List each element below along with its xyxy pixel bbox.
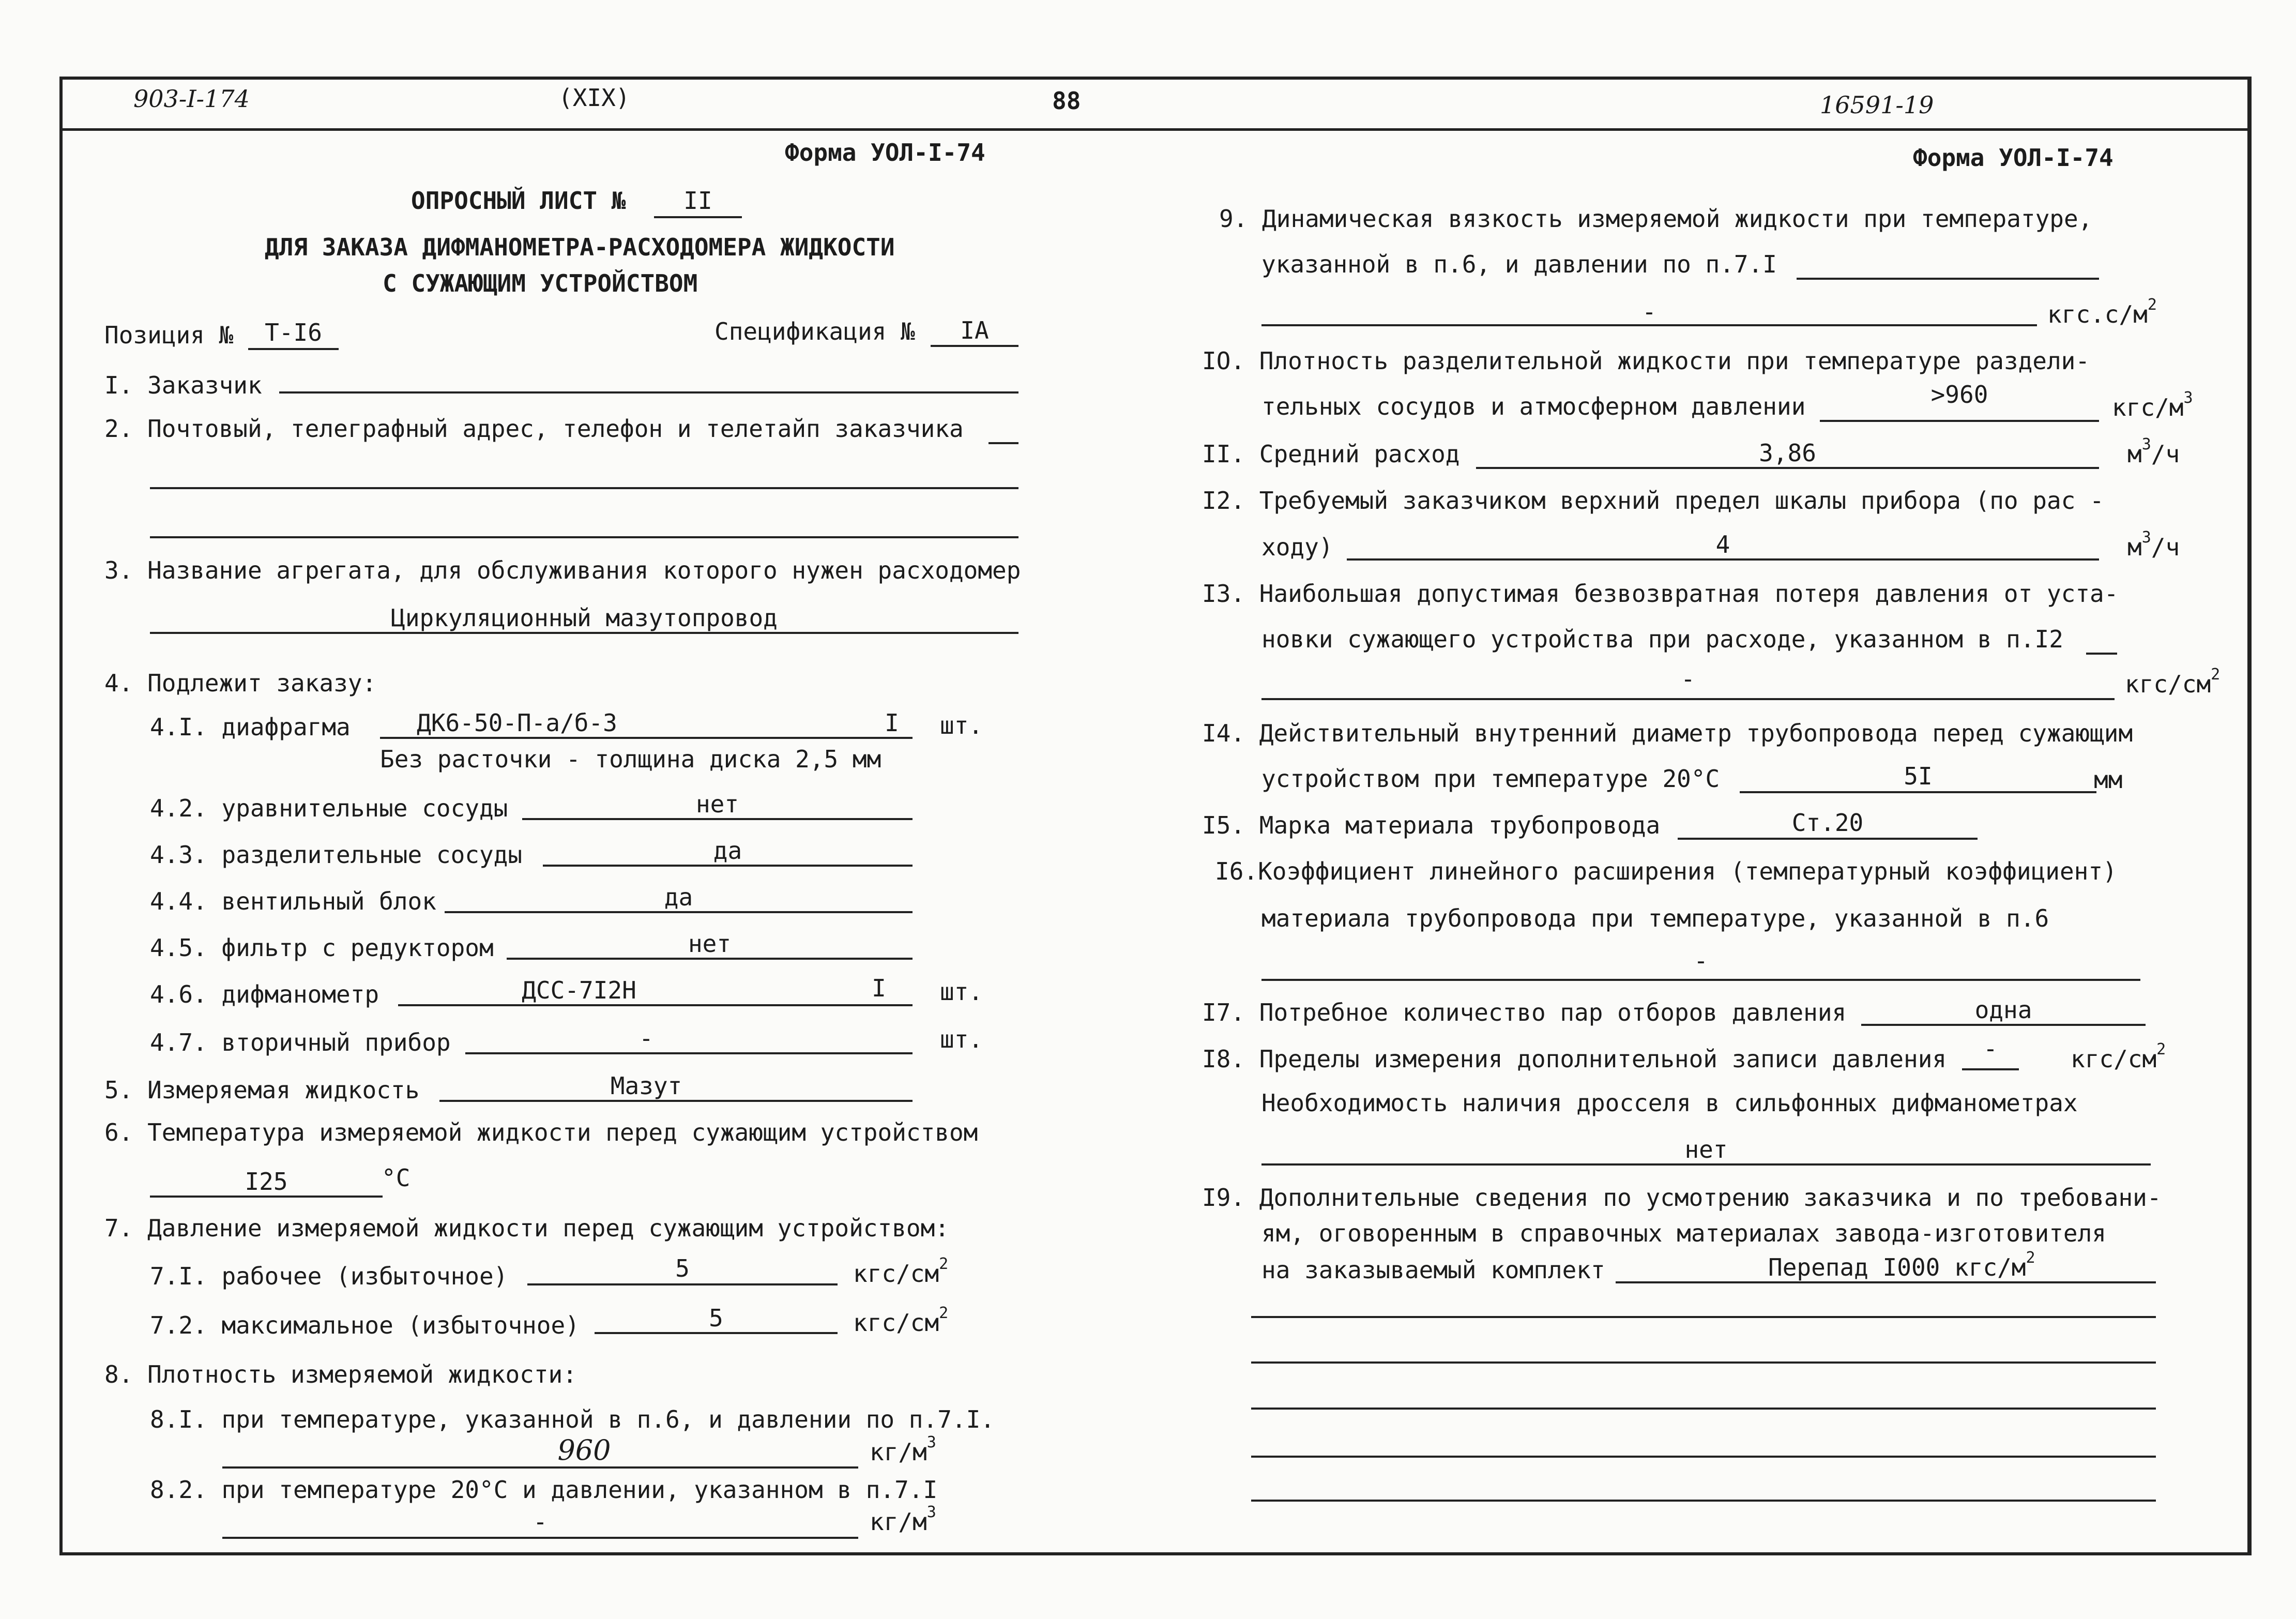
item-7-1-label: 7.I. рабочее (избыточное) bbox=[150, 1262, 508, 1290]
underline bbox=[1678, 838, 1978, 840]
underline bbox=[931, 345, 1018, 347]
underline bbox=[1740, 791, 2096, 793]
item-18-unit: кгс/$см^2$ bbox=[2071, 1040, 2166, 1073]
item-8-2-unit: $кг/м^3$ bbox=[870, 1503, 936, 1536]
underline bbox=[1616, 1281, 2156, 1283]
item-8-2-value: - bbox=[533, 1508, 548, 1536]
item-9-line-2: указанной в п.6, и давлении по п.7.I bbox=[1261, 250, 1777, 278]
item-19-line-2: ям, оговоренным в справочных материалах завода-изготовителя bbox=[1261, 1219, 2106, 1247]
item-4-3-label: 4.3. разделительные сосуды bbox=[150, 841, 523, 869]
item-19-line-1: I9. Дополнительные сведения по усмотрению заказчика и по требовани- bbox=[1202, 1184, 2162, 1212]
position-label: Позиция № bbox=[104, 321, 234, 349]
item-9-value: - bbox=[1642, 298, 1656, 326]
item-4-label: 4. Подлежит заказу: bbox=[104, 669, 377, 697]
item-4-4-value: да bbox=[664, 883, 693, 911]
item-6-unit: °С bbox=[382, 1164, 410, 1192]
item-12-line-1: I2. Требуемый заказчиком верхний предел шкалы прибора (по рас - bbox=[1202, 487, 2104, 515]
item-6-label: 6. Температура измеряемой жидкости перед сужающим устройством bbox=[104, 1118, 978, 1146]
underline bbox=[1261, 1163, 2151, 1166]
underline bbox=[150, 1196, 383, 1198]
item-7-2-value: 5 bbox=[709, 1304, 723, 1332]
item-14-line-2: устройством при температуре 20°С bbox=[1261, 765, 1720, 793]
item-14-unit: мм bbox=[2094, 766, 2123, 794]
underline bbox=[1962, 1068, 2019, 1070]
underline bbox=[279, 391, 1018, 394]
item-8-1-value: 960 bbox=[557, 1434, 611, 1466]
item-12-unit: $м^3/ч$ bbox=[2127, 528, 2180, 561]
unit-pcs: шт. bbox=[940, 712, 983, 739]
title-prefix: ОПРОСНЫЙ ЛИСТ № bbox=[411, 187, 626, 215]
item-16-line-1: I6.Коэффициент линейного расширения (температурный коэффициент) bbox=[1215, 857, 2117, 885]
item-7-1-value: 5 bbox=[675, 1254, 690, 1282]
item-4-2-label: 4.2. уравнительные сосуды bbox=[150, 794, 508, 822]
item-3-value: Циркуляционный мазутопровод bbox=[391, 604, 778, 632]
item-4-3-value: да bbox=[713, 837, 742, 865]
item-10-line-1: IO. Плотность разделительной жидкости при температуре раздели- bbox=[1202, 347, 2090, 375]
underline bbox=[1261, 979, 2140, 981]
position-value: Т-I6 bbox=[265, 319, 322, 346]
underline bbox=[1797, 278, 2099, 280]
underline bbox=[522, 818, 913, 820]
spec-label: Спецификация № bbox=[714, 317, 915, 345]
item-7-2-unit: кгс/$см^2$ bbox=[853, 1304, 949, 1337]
underline bbox=[398, 1004, 913, 1006]
underline bbox=[248, 348, 339, 350]
item-2-label: 2. Почтовый, телеграфный адрес, телефон и телетайп заказчика bbox=[104, 415, 964, 443]
item-7-1-unit: кгс/$см^2$ bbox=[853, 1255, 949, 1288]
item-17-value: одна bbox=[1974, 996, 2032, 1024]
item-4-6-value: ДСС-7I2Н bbox=[522, 976, 636, 1004]
blank-line bbox=[1251, 1316, 2156, 1318]
underline bbox=[2086, 653, 2117, 655]
item-10-unit: кгс/$м^3$ bbox=[2112, 389, 2193, 421]
sheet-code: 16591-19 bbox=[1820, 91, 1934, 119]
item-4-6-label: 4.6. дифманометр bbox=[150, 980, 379, 1008]
doc-code: 903-I-174 bbox=[133, 85, 250, 113]
item-4-1-value: ДК6-50-П-а/б-3 bbox=[417, 709, 617, 737]
item-4-5-value: нет bbox=[688, 930, 732, 958]
underline bbox=[1347, 558, 2099, 561]
blank-line bbox=[1251, 1361, 2156, 1364]
underline bbox=[1820, 420, 2099, 422]
item-12-value: 4 bbox=[1715, 531, 1730, 558]
underline bbox=[150, 487, 1018, 489]
underline bbox=[445, 911, 913, 913]
header-divider bbox=[59, 128, 2252, 131]
item-4-7-label: 4.7. вторичный прибор bbox=[150, 1028, 451, 1056]
item-8-2-label: 8.2. при температуре 20°С и давлении, указанном в п.7.I bbox=[150, 1476, 938, 1504]
item-4-1-note: Без расточки - толщина диска 2,5 мм bbox=[380, 745, 881, 773]
blank-line bbox=[1251, 1500, 2156, 1502]
item-15-value: Ст.20 bbox=[1791, 809, 1864, 837]
blank-line bbox=[1251, 1408, 2156, 1410]
item-3-label: 3. Название агрегата, для обслуживания которого нужен расходомер bbox=[104, 556, 1021, 584]
item-4-2-value: нет bbox=[695, 790, 739, 818]
item-11-value: 3,86 bbox=[1759, 439, 1816, 467]
item-4-5-label: 4.5. фильтр с редуктором bbox=[150, 934, 494, 962]
item-4-1-qty: I bbox=[885, 709, 899, 737]
item-4-6-qty: I bbox=[872, 974, 886, 1002]
item-6-value: I25 bbox=[245, 1168, 288, 1196]
item-8-1-label: 8.I. при температуре, указанной в п.6, и давлении по п.7.I. bbox=[150, 1405, 995, 1433]
volume-label: (XIX) bbox=[558, 84, 630, 112]
item-11-label: II. Средний расход bbox=[1202, 440, 1460, 468]
unit-pcs: шт. bbox=[940, 1025, 983, 1053]
item-11-unit: $м^3/ч$ bbox=[2127, 435, 2180, 468]
item-16-value: - bbox=[1694, 947, 1708, 975]
item-18-label: I8. Пределы измерения дополнительной записи давления bbox=[1202, 1045, 1947, 1073]
item-8-1-unit: $кг/м^3$ bbox=[870, 1433, 936, 1466]
item-13-value: - bbox=[1681, 665, 1695, 693]
subtitle-2: С СУЖАЮЩИМ УСТРОЙСТВОМ bbox=[383, 269, 698, 297]
item-18-note: Необходимость наличия дросселя в сильфонных дифманометрах bbox=[1261, 1089, 2078, 1117]
right-form-label: Форма УОЛ-I-74 bbox=[1913, 144, 2113, 172]
underline bbox=[527, 1283, 838, 1285]
underline bbox=[595, 1332, 838, 1334]
underline bbox=[1261, 698, 2115, 700]
item-12-line-2: ходу) bbox=[1261, 533, 1333, 561]
item-10-line-2: тельных сосудов и атмосферном давлении bbox=[1261, 392, 1806, 420]
item-13-line-2: новки сужающего устройства при расходе, указанном в п.I2 bbox=[1261, 625, 2063, 653]
underline bbox=[222, 1537, 858, 1539]
item-7-2-label: 7.2. максимальное (избыточное) bbox=[150, 1311, 580, 1339]
blank-line bbox=[1251, 1456, 2156, 1458]
item-9-line-1: 9. Динамическая вязкость измеряемой жидкости при температуре, bbox=[1219, 205, 2093, 233]
item-16-line-2: материала трубопровода при температуре, указанной в п.6 bbox=[1261, 904, 2049, 932]
underline bbox=[150, 632, 1018, 634]
item-4-1-label: 4.I. диафрагма bbox=[150, 713, 351, 741]
underline bbox=[1261, 324, 2037, 326]
item-18-value: - bbox=[1983, 1035, 1998, 1063]
page-number: 88 bbox=[1052, 87, 1081, 115]
item-14-value: 5I bbox=[1904, 762, 1933, 790]
item-13-line-1: I3. Наибольшая допустимая безвозвратная потеря давления от уста- bbox=[1202, 580, 2119, 608]
item-9-unit: $кгс.с/м^2$ bbox=[2047, 296, 2157, 328]
item-7-label: 7. Давление измеряемой жидкости перед сужающим устройством: bbox=[104, 1214, 949, 1242]
item-19-value: Перепад I000 кгс/$м^2$ bbox=[1768, 1249, 2035, 1281]
item-1-label: I. Заказчик bbox=[104, 371, 262, 399]
item-10-value: >960 bbox=[1930, 381, 1988, 408]
underline bbox=[654, 216, 742, 218]
underline bbox=[380, 737, 913, 739]
underline bbox=[1476, 467, 2099, 469]
underline bbox=[543, 865, 913, 867]
item-5-label: 5. Измеряемая жидкость bbox=[104, 1076, 420, 1104]
left-form-label: Форма УОЛ-I-74 bbox=[785, 139, 985, 167]
item-4-4-label: 4.4. вентильный блок bbox=[150, 887, 436, 915]
underline bbox=[439, 1100, 913, 1102]
underline bbox=[507, 958, 913, 960]
item-4-7-value: - bbox=[639, 1024, 653, 1052]
unit-pcs: шт. bbox=[940, 978, 983, 1006]
item-15-label: I5. Марка материала трубопровода bbox=[1202, 811, 1661, 839]
item-13-unit: кгс/$см^2$ bbox=[2125, 665, 2221, 698]
underline bbox=[465, 1052, 913, 1054]
underline bbox=[150, 536, 1018, 538]
item-5-value: Мазут bbox=[610, 1072, 682, 1100]
item-18-note-value: нет bbox=[1684, 1136, 1728, 1163]
title-number: II bbox=[683, 187, 712, 215]
underline bbox=[989, 442, 1018, 444]
item-14-line-1: I4. Действительный внутренний диаметр трубопровода перед сужающим bbox=[1202, 719, 2133, 747]
item-19-line-3: на заказываемый комплект bbox=[1261, 1256, 1605, 1284]
item-8-label: 8. Плотность измеряемой жидкости: bbox=[104, 1360, 577, 1388]
underline bbox=[1861, 1024, 2146, 1026]
underline bbox=[222, 1466, 858, 1469]
spec-value: IA bbox=[960, 316, 989, 344]
subtitle-1: ДЛЯ ЗАКАЗА ДИФМАНОМЕТРА-РАСХОДОМЕРА ЖИДКОСТИ bbox=[265, 233, 895, 261]
item-17-label: I7. Потребное количество пар отборов давления bbox=[1202, 998, 1847, 1026]
